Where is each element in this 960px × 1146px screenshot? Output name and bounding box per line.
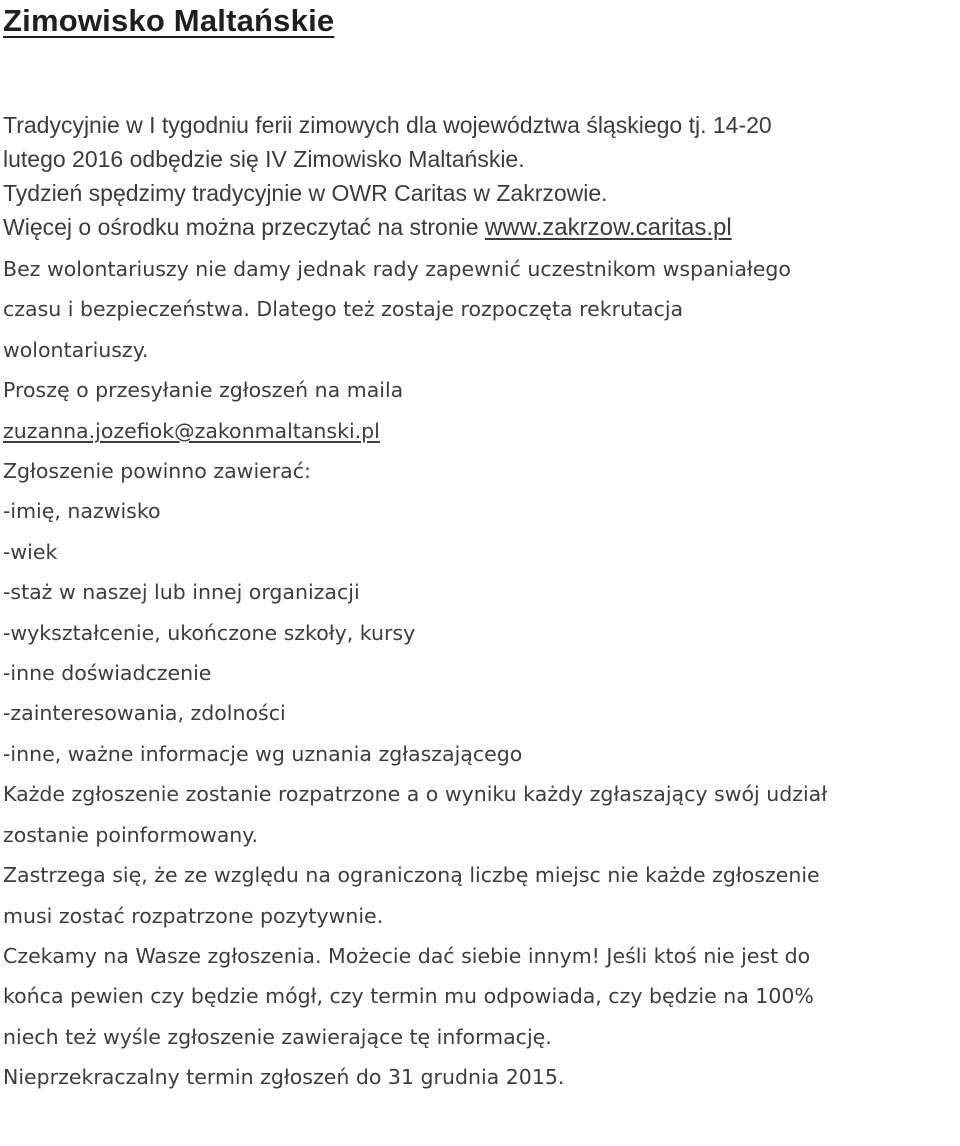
email-link[interactable]: zuzanna.jozefiok@zakonmaltanski.pl xyxy=(3,418,380,443)
intro-line-text: Więcej o ośrodku można przeczytać na stronie xyxy=(3,214,485,240)
requirement-item: -wykształcenie, ukończone szkoły, kursy xyxy=(3,620,416,645)
requirement-item: -zainteresowania, zdolności xyxy=(3,701,286,726)
body-line: wolontariuszy. xyxy=(3,337,149,362)
closing-line: niech też wyśle zgłoszenie zawierające tę informację. xyxy=(3,1024,552,1049)
website-link[interactable]: www.zakrzow.caritas.pl xyxy=(484,214,732,241)
closing-line: Każde zgłoszenie zostanie rozpatrzone a o wyniku każdy zgłaszający swój udział xyxy=(3,782,828,807)
requirements-intro: Zgłoszenie powinno zawierać: xyxy=(3,459,311,484)
requirement-item: -inne, ważne informacje wg uznania zgłaszającego xyxy=(3,741,523,766)
body-line: Bez wolontariuszy nie damy jednak rady zapewnić uczestnikom wspaniałego xyxy=(3,257,791,281)
closing-line: Zastrzega się, że ze względu na ograniczoną liczbę miejsc nie każde zgłoszenie xyxy=(3,863,820,888)
intro-line: Tradycyjnie w I tygodniu ferii zimowych dla województwa śląskiego tj. 14-20 xyxy=(3,112,772,138)
intro-section xyxy=(3,108,958,245)
requirement-item: -wiek xyxy=(3,539,58,564)
requirement-item: -inne doświadczenie xyxy=(3,661,212,686)
body-line: czasu i bezpieczeństwa. Dlatego też zostaje rozpoczęta rekrutacja xyxy=(3,297,684,322)
closing-line: końca pewien czy będzie mógł, czy termin mu odpowiada, czy będzie na 100% xyxy=(3,984,814,1009)
body-line: Proszę o przesyłanie zgłoszeń na maila xyxy=(3,378,404,403)
body-section xyxy=(3,249,958,1098)
email-line xyxy=(3,411,958,451)
intro-line: lutego 2016 odbędzie się IV Zimowisko Maltańskie. xyxy=(3,146,525,172)
deadline-line: Nieprzekraczalny termin zgłoszeń do 31 grudnia 2015. xyxy=(3,1065,565,1090)
closing-line: Czekamy na Wasze zgłoszenia. Możecie dać siebie innym! Jeśli ktoś nie jest do xyxy=(3,943,811,968)
closing-line: musi zostać rozpatrzone pozytywnie. xyxy=(3,903,384,928)
page-title: Zimowisko Maltańskie xyxy=(3,3,335,38)
requirement-item: -staż w naszej lub innej organizacji xyxy=(3,580,360,605)
intro-line xyxy=(3,210,958,245)
intro-line: Tydzień spędzimy tradycyjnie w OWR Caritas w Zakrzowie. xyxy=(3,180,608,206)
closing-line: zostanie poinformowany. xyxy=(3,822,259,847)
document-page xyxy=(3,0,958,1098)
requirement-item: -imię, nazwisko xyxy=(3,499,161,524)
